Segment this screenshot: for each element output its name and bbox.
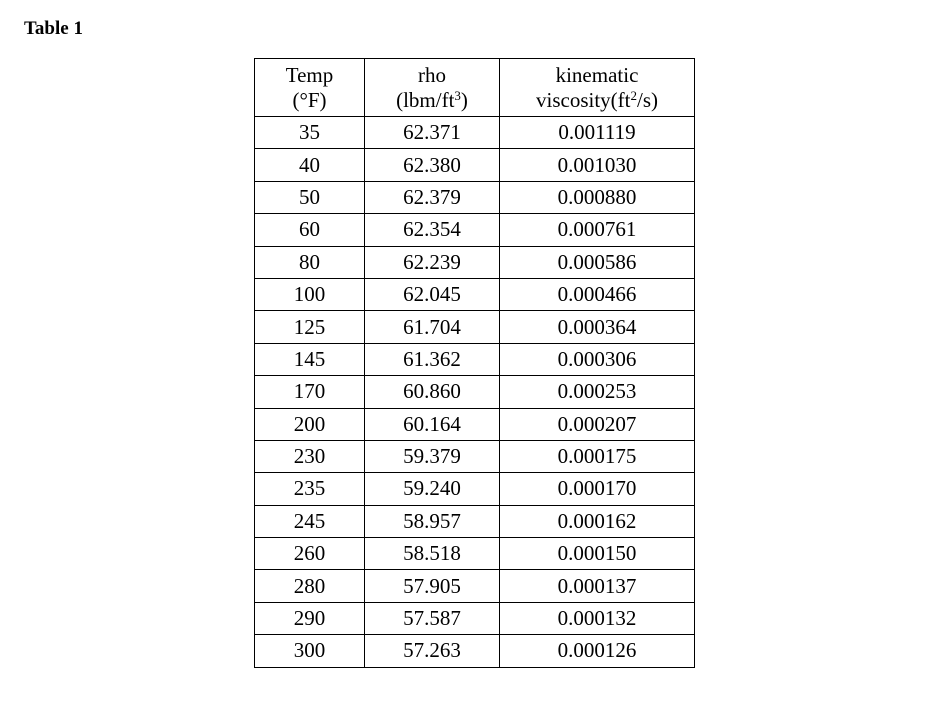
table-row (255, 214, 695, 246)
cell-viscosity: 0.000364 (500, 311, 695, 343)
table-row (255, 473, 695, 505)
header-viscosity (500, 59, 695, 117)
cell-rho: 62.354 (365, 214, 500, 246)
cell-viscosity: 0.000126 (500, 635, 695, 667)
cell-rho: 62.380 (365, 149, 500, 181)
water-properties-table (254, 58, 695, 668)
cell-temp: 125 (255, 311, 365, 343)
cell-temp: 280 (255, 570, 365, 602)
cell-rho: 60.164 (365, 408, 500, 440)
cell-temp: 80 (255, 246, 365, 278)
table-row (255, 635, 695, 667)
table-row (255, 376, 695, 408)
cell-viscosity: 0.000132 (500, 602, 695, 634)
header-viscosity-unit-close: /s) (637, 87, 658, 112)
header-temp-line1: Temp (285, 62, 334, 87)
header-viscosity-line1: kinematic (555, 62, 639, 87)
header-rho-unit: (lbm/ft (396, 87, 455, 112)
cell-viscosity: 0.000586 (500, 246, 695, 278)
cell-temp: 60 (255, 214, 365, 246)
header-rho-line2 (365, 88, 499, 113)
cell-viscosity: 0.000137 (500, 570, 695, 602)
header-rho-exponent: 3 (454, 87, 461, 103)
cell-viscosity: 0.000170 (500, 473, 695, 505)
cell-rho: 57.905 (365, 570, 500, 602)
cell-temp: 230 (255, 440, 365, 472)
table-row (255, 149, 695, 181)
cell-rho: 62.371 (365, 117, 500, 149)
cell-rho: 59.240 (365, 473, 500, 505)
cell-temp: 200 (255, 408, 365, 440)
header-temp-line2: (°F) (292, 87, 327, 112)
header-viscosity-line2 (500, 88, 694, 113)
cell-rho: 60.860 (365, 376, 500, 408)
cell-viscosity: 0.000253 (500, 376, 695, 408)
cell-viscosity: 0.000150 (500, 538, 695, 570)
cell-temp: 50 (255, 181, 365, 213)
cell-rho: 57.263 (365, 635, 500, 667)
cell-temp: 290 (255, 602, 365, 634)
table-header-row (255, 59, 695, 117)
cell-viscosity: 0.000761 (500, 214, 695, 246)
table-row (255, 343, 695, 375)
header-rho-unit-close: ) (460, 87, 468, 112)
table-row (255, 440, 695, 472)
cell-rho: 61.362 (365, 343, 500, 375)
header-rho (365, 59, 500, 117)
cell-temp: 260 (255, 538, 365, 570)
table-caption: Table 1 (24, 18, 83, 39)
table-row (255, 602, 695, 634)
cell-rho: 59.379 (365, 440, 500, 472)
cell-viscosity: 0.000162 (500, 505, 695, 537)
table-row (255, 311, 695, 343)
table-row (255, 278, 695, 310)
header-viscosity-unit: viscosity(ft (536, 87, 631, 112)
table-row (255, 570, 695, 602)
cell-rho: 58.518 (365, 538, 500, 570)
cell-viscosity: 0.001030 (500, 149, 695, 181)
table-row (255, 538, 695, 570)
table-row (255, 505, 695, 537)
cell-viscosity: 0.000207 (500, 408, 695, 440)
cell-rho: 62.379 (365, 181, 500, 213)
table-row (255, 117, 695, 149)
cell-temp: 170 (255, 376, 365, 408)
table-row (255, 246, 695, 278)
cell-temp: 235 (255, 473, 365, 505)
cell-rho: 61.704 (365, 311, 500, 343)
header-viscosity-exponent: 2 (630, 87, 637, 103)
cell-rho: 62.045 (365, 278, 500, 310)
cell-temp: 40 (255, 149, 365, 181)
header-rho-line1: rho (418, 62, 446, 87)
cell-rho: 58.957 (365, 505, 500, 537)
cell-temp: 35 (255, 117, 365, 149)
cell-temp: 100 (255, 278, 365, 310)
cell-rho: 57.587 (365, 602, 500, 634)
header-temp (255, 59, 365, 117)
cell-rho: 62.239 (365, 246, 500, 278)
cell-viscosity: 0.001119 (500, 117, 695, 149)
table-row (255, 408, 695, 440)
cell-viscosity: 0.000466 (500, 278, 695, 310)
cell-viscosity: 0.000175 (500, 440, 695, 472)
cell-temp: 245 (255, 505, 365, 537)
cell-viscosity: 0.000880 (500, 181, 695, 213)
table-row (255, 181, 695, 213)
cell-temp: 300 (255, 635, 365, 667)
cell-temp: 145 (255, 343, 365, 375)
cell-viscosity: 0.000306 (500, 343, 695, 375)
